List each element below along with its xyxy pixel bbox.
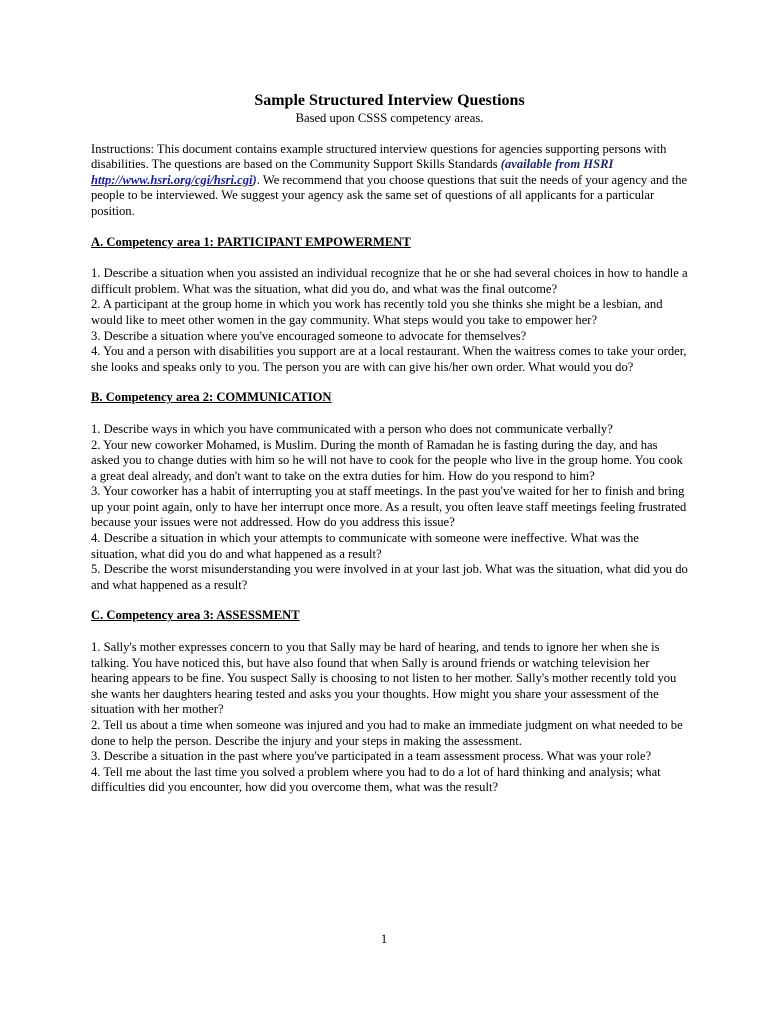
question-item: 3. Describe a situation in the past where you've participated in a team assessment process. What was your role? xyxy=(91,749,652,764)
question-item: 2. Tell us about a time when someone was injured and you had to make an immediate judgment on what needed to be done to help the person. Describe the injury and your steps in making the assessment. xyxy=(91,718,683,748)
question-item: 4. Describe a situation in which your attempts to communicate with someone were ineffective. What was the situation, what did you do and what happened as a result? xyxy=(91,531,639,561)
question-item: 1. Describe ways in which you have communicated with a person who does not communicate verbally? xyxy=(91,421,613,436)
question-item: 2. A participant at the group home in which you work has recently told you she thinks she might be a lesbian, and would like to meet other women in the gay community. What steps would you take to empower her? xyxy=(91,297,663,327)
section-a-questions xyxy=(91,266,688,375)
availability-close: ) xyxy=(252,172,257,187)
question-item: 1. Sally's mother expresses concern to you that Sally may be hard of hearing, and tends to ignore her when she is talking. You have noticed this, but have also found that when Sally is around friends or watching television her hearing appears to be fine. You suspect Sally is choosing to not listen to her mother. Sally's mother recently told you she wants her daughters hearing tested and asks you your thoughts. How might you share your assessment of the situation with her mother? xyxy=(91,640,677,717)
section-heading-c: C. Competency area 3: ASSESSMENT xyxy=(91,608,300,623)
availability-open: (available from HSRI xyxy=(500,157,614,172)
page-number: 1 xyxy=(380,932,388,946)
question-item: 4. Tell me about the last time you solved a problem where you had to do a lot of hard thinking and analysis; what difficulties did you encounter, how did you overcome them, what was the result? xyxy=(91,764,661,795)
section-c-questions xyxy=(91,640,688,796)
question-item: 4. You and a person with disabilities you support are at a local restaurant. When the waitress comes to take your order, she looks and speaks only to you. The person you are with can give his/her own order. What would you do? xyxy=(91,344,687,374)
question-item: 2. Your new coworker Mohamed, is Muslim. During the month of Ramadan he is fasting during the day, and has asked you to change duties with him so he will not have to cook for the people who live in the group home. You cook a great deal already, and don't want to take on the extra duties for him. How do you respond to him? xyxy=(91,437,683,483)
section-b-questions xyxy=(91,422,688,594)
page-subtitle: Based upon CSSS competency areas. xyxy=(295,111,484,125)
question-item: 3. Describe a situation where you've encouraged someone to advocate for themselves? xyxy=(91,328,527,343)
section-heading-b: B. Competency area 2: COMMUNICATION xyxy=(91,390,332,405)
question-item: 3. Your coworker has a habit of interrupting you at staff meetings. In the past you've waited for her to finish and bring up your point again, only to have her interrupt once more. As a result, you often leave staff meetings feeling frustrated because your issues were not addressed. How do you address this issue? xyxy=(91,484,687,530)
question-item: 1. Describe a situation when you assisted an individual recognize that he or she had several choices in how to handle a difficult problem. What was the situation, what did you do, and what was the final outcome? xyxy=(91,266,688,296)
instructions-intro: Instructions: This document contains example structured interview questions for agencies supporting persons with disabilities. The questions are based on the Community Support Skills Standards xyxy=(91,141,667,172)
instructions-paragraph xyxy=(91,142,688,220)
hsri-link[interactable]: http://www.hsri.org/cgi/hsri.cgi xyxy=(91,172,253,187)
instructions-rest: . We recommend that you choose questions that suit the needs of your agency and the people to be interviewed. We suggest your agency ask the same set of questions of all applicants for a particular position. xyxy=(91,172,688,218)
question-item: 5. Describe the worst misunderstanding you were involved in at your last job. What was the situation, what did you do and what happened as a result? xyxy=(91,562,688,592)
section-heading-a: A. Competency area 1: PARTICIPANT EMPOWERMENT xyxy=(91,234,411,249)
page-title: Sample Structured Interview Questions xyxy=(254,92,525,109)
